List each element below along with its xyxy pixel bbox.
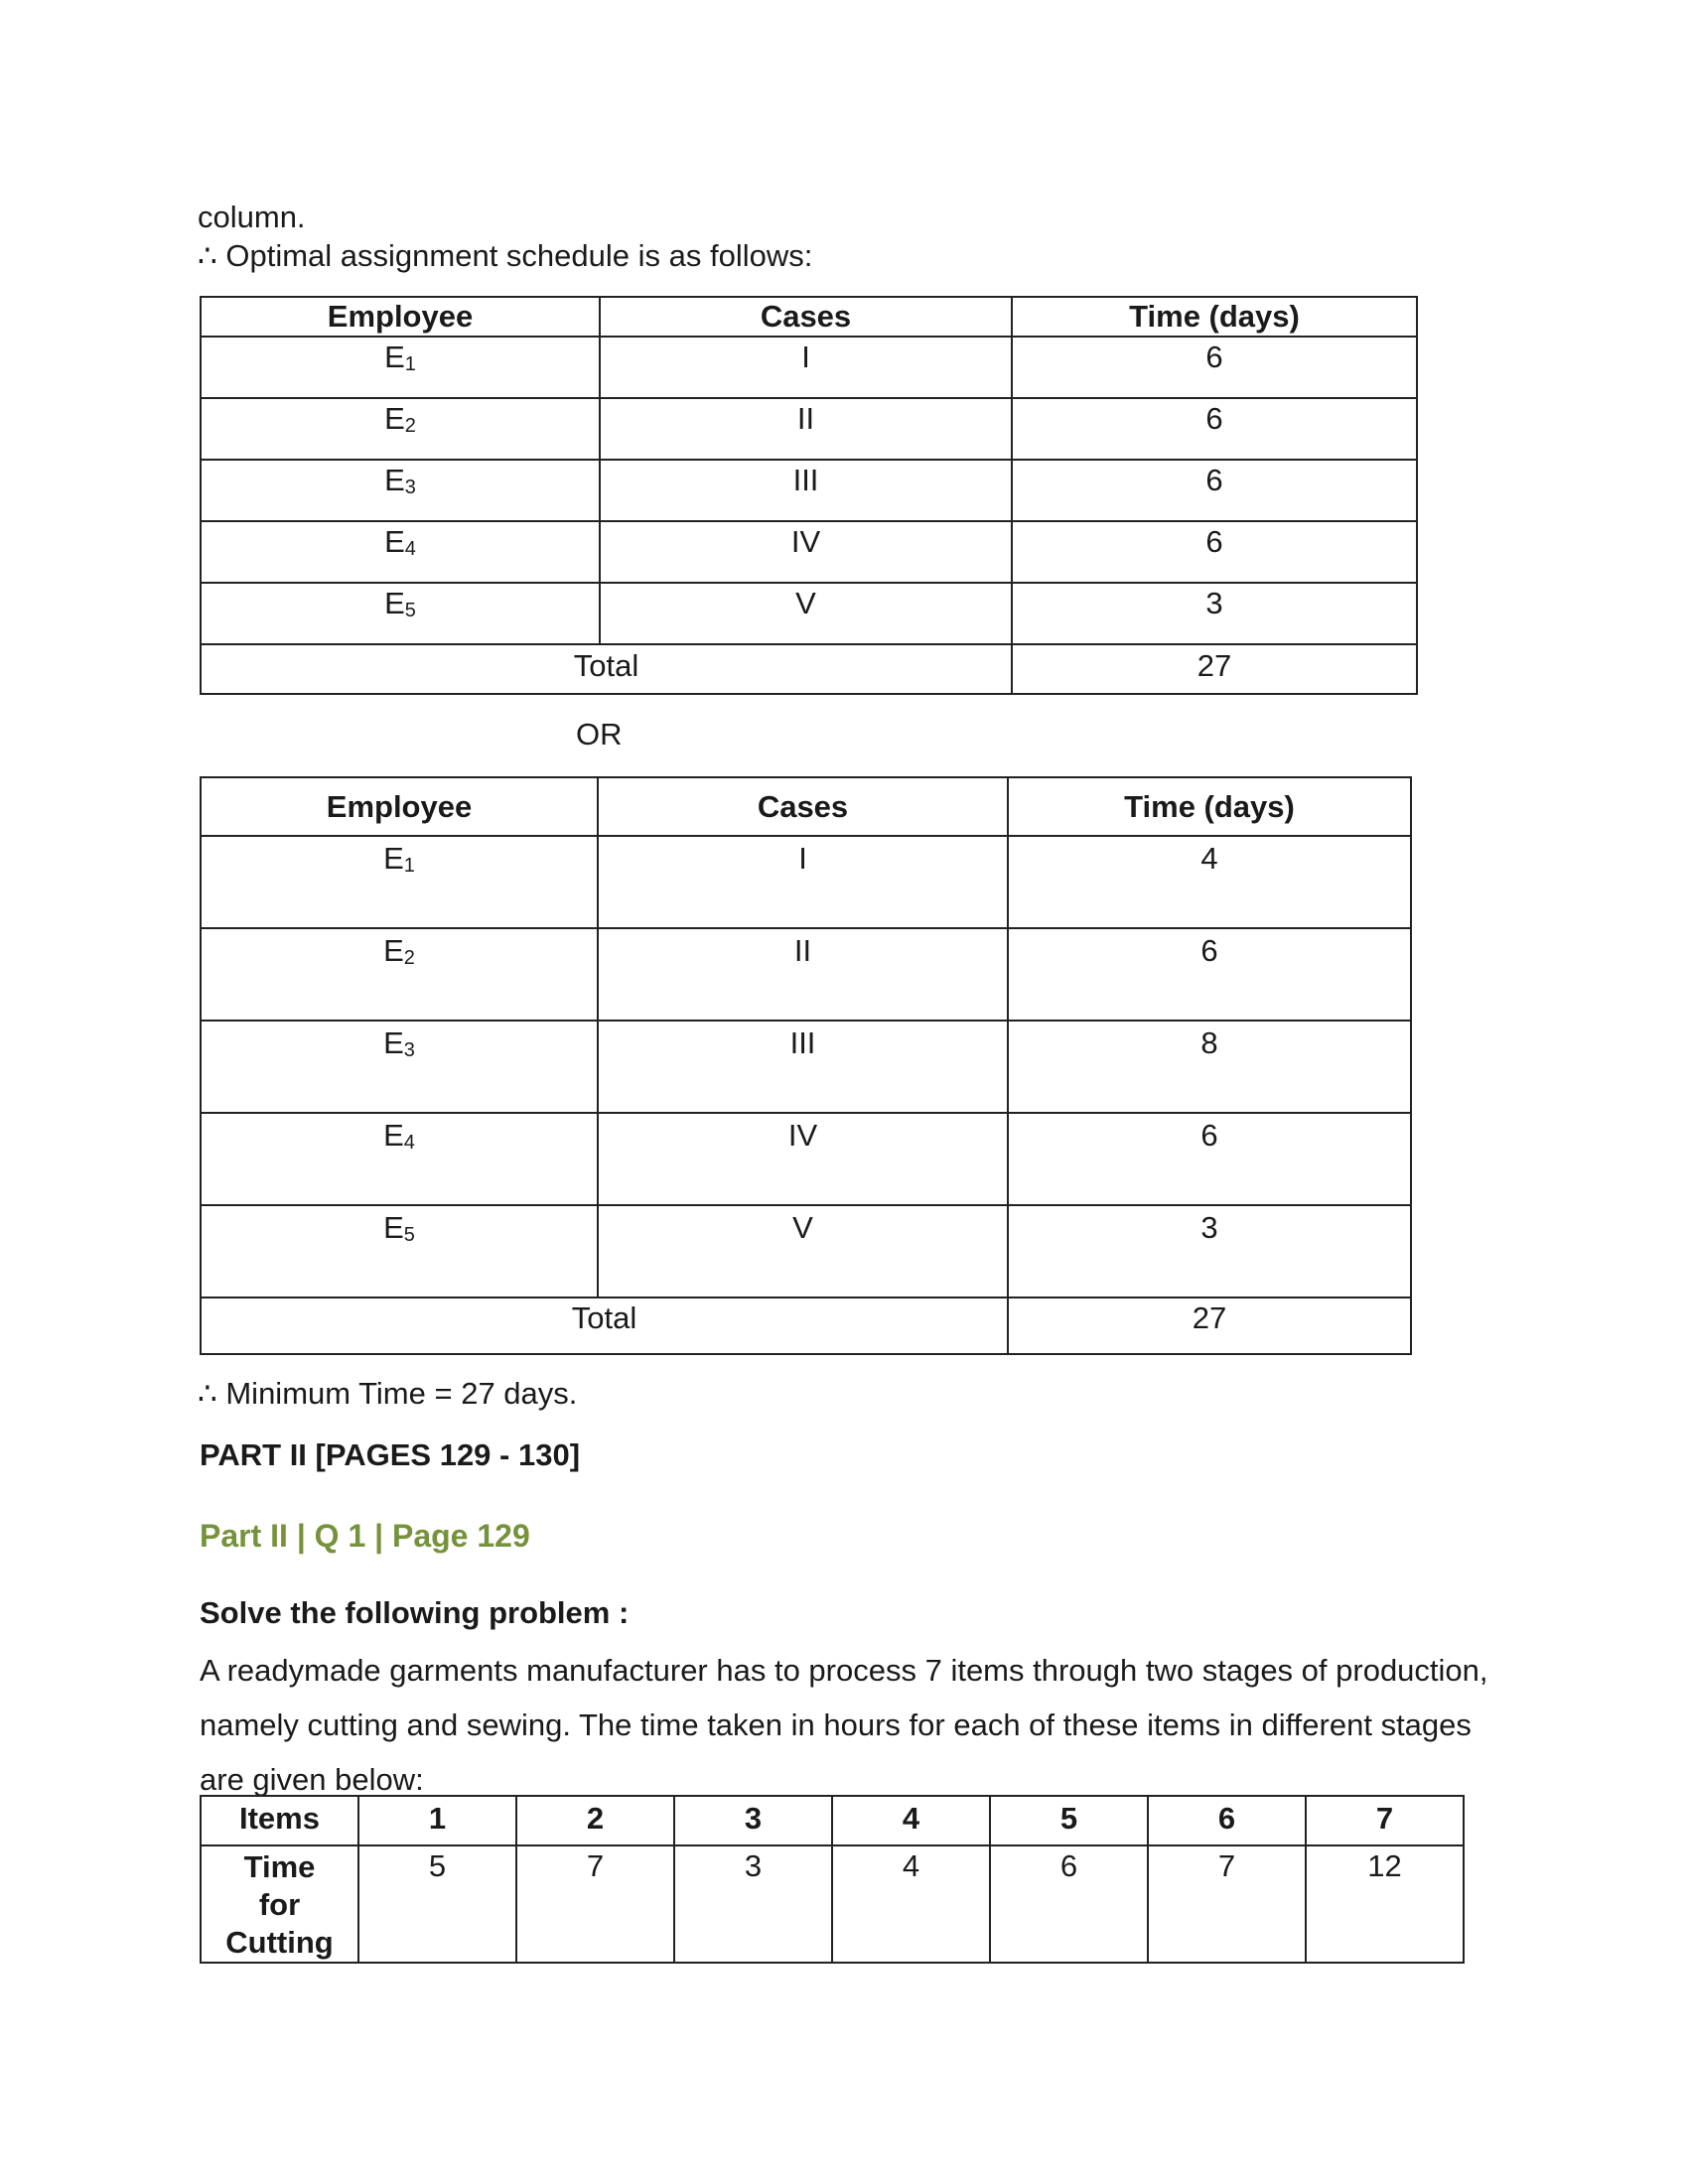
time-cell: 6 bbox=[1012, 521, 1417, 583]
employee-cell: $E_3$ bbox=[201, 460, 600, 521]
table-header-row bbox=[201, 777, 1411, 836]
cutting-time-cell: 3 bbox=[674, 1845, 832, 1963]
table-row bbox=[201, 1113, 1411, 1205]
time-cell: 8 bbox=[1008, 1021, 1411, 1113]
cutting-time-cell: 7 bbox=[516, 1845, 674, 1963]
total-label: Total bbox=[201, 644, 1012, 694]
header-time: Time (days) bbox=[1012, 297, 1417, 337]
cutting-time-cell: 4 bbox=[832, 1845, 990, 1963]
header-time: Time (days) bbox=[1008, 777, 1411, 836]
header-item-number: 1 bbox=[358, 1796, 516, 1845]
time-cell: 6 bbox=[1008, 928, 1411, 1021]
employee-cell: $E_1$ bbox=[201, 836, 598, 928]
table-row bbox=[201, 398, 1417, 460]
problem-statement: A readymade garments manufacturer has to process 7 items through two stages of production, namely cutting and sewing. The time taken in hours for each of these items in different stages are given below: bbox=[200, 1653, 1488, 1797]
or-separator: OR bbox=[576, 717, 623, 751]
case-cell: V bbox=[600, 583, 1012, 644]
case-cell: IV bbox=[598, 1113, 1008, 1205]
total-label: Total bbox=[201, 1297, 1008, 1354]
employee-cell: $E_5$ bbox=[201, 1205, 598, 1297]
intro-line-column: column. bbox=[198, 200, 306, 234]
case-cell: I bbox=[598, 836, 1008, 928]
time-cell: 6 bbox=[1012, 398, 1417, 460]
row-label-cutting: Time for Cutting bbox=[201, 1845, 358, 1963]
header-items: Items bbox=[201, 1796, 358, 1845]
time-cell: 3 bbox=[1012, 583, 1417, 644]
table-row bbox=[201, 521, 1417, 583]
therefore-symbol: ∴ bbox=[198, 1376, 217, 1411]
employee-cell: $E_1$ bbox=[201, 337, 600, 398]
case-cell: IV bbox=[600, 521, 1012, 583]
time-cell: 6 bbox=[1012, 460, 1417, 521]
employee-cell: $E_4$ bbox=[201, 1113, 598, 1205]
table-row bbox=[201, 460, 1417, 521]
case-cell: II bbox=[598, 928, 1008, 1021]
table-row bbox=[201, 337, 1417, 398]
cutting-time-cell: 5 bbox=[358, 1845, 516, 1963]
header-employee: Employee bbox=[201, 777, 598, 836]
minimum-time-text: Minimum Time = 27 days. bbox=[225, 1376, 578, 1411]
minimum-time-line bbox=[198, 1374, 577, 1414]
table-header-row bbox=[201, 1796, 1464, 1845]
cutting-time-cell: 7 bbox=[1148, 1845, 1306, 1963]
table-row bbox=[201, 1845, 1464, 1963]
time-cell: 6 bbox=[1008, 1113, 1411, 1205]
problem-heading: Solve the following problem : bbox=[200, 1595, 630, 1630]
case-cell: V bbox=[598, 1205, 1008, 1297]
table-row bbox=[201, 583, 1417, 644]
assignment-table-2 bbox=[200, 776, 1412, 1355]
header-employee: Employee bbox=[201, 297, 600, 337]
table-row bbox=[201, 1021, 1411, 1113]
case-cell: II bbox=[600, 398, 1012, 460]
total-row bbox=[201, 1297, 1411, 1354]
header-item-number: 4 bbox=[832, 1796, 990, 1845]
case-cell: III bbox=[598, 1021, 1008, 1113]
case-cell: III bbox=[600, 460, 1012, 521]
cutting-time-cell: 6 bbox=[990, 1845, 1148, 1963]
therefore-symbol: ∴ bbox=[198, 238, 217, 273]
table-row bbox=[201, 1205, 1411, 1297]
intro-line-schedule bbox=[198, 236, 812, 276]
header-item-number: 5 bbox=[990, 1796, 1148, 1845]
employee-cell: $E_4$ bbox=[201, 521, 600, 583]
case-cell: I bbox=[600, 337, 1012, 398]
time-cell: 4 bbox=[1008, 836, 1411, 928]
employee-cell: $E_2$ bbox=[201, 928, 598, 1021]
part-heading: PART II [PAGES 129 - 130] bbox=[200, 1437, 581, 1472]
question-reference: Part II | Q 1 | Page 129 bbox=[200, 1518, 530, 1554]
header-cases: Cases bbox=[598, 777, 1008, 836]
table-row bbox=[201, 928, 1411, 1021]
employee-cell: $E_2$ bbox=[201, 398, 600, 460]
header-item-number: 2 bbox=[516, 1796, 674, 1845]
intro-schedule-text: Optimal assignment schedule is as follows: bbox=[225, 238, 813, 273]
header-item-number: 3 bbox=[674, 1796, 832, 1845]
cutting-time-cell: 12 bbox=[1306, 1845, 1464, 1963]
header-item-number: 7 bbox=[1306, 1796, 1464, 1845]
header-cases: Cases bbox=[600, 297, 1012, 337]
assignment-table-1 bbox=[200, 296, 1418, 695]
total-value: 27 bbox=[1008, 1297, 1411, 1354]
total-value: 27 bbox=[1012, 644, 1417, 694]
time-cell: 6 bbox=[1012, 337, 1417, 398]
table-row bbox=[201, 836, 1411, 928]
header-item-number: 6 bbox=[1148, 1796, 1306, 1845]
employee-cell: $E_5$ bbox=[201, 583, 600, 644]
total-row bbox=[201, 644, 1417, 694]
items-cutting-table bbox=[200, 1795, 1465, 1964]
employee-cell: $E_3$ bbox=[201, 1021, 598, 1113]
table-header-row bbox=[201, 297, 1417, 337]
time-cell: 3 bbox=[1008, 1205, 1411, 1297]
